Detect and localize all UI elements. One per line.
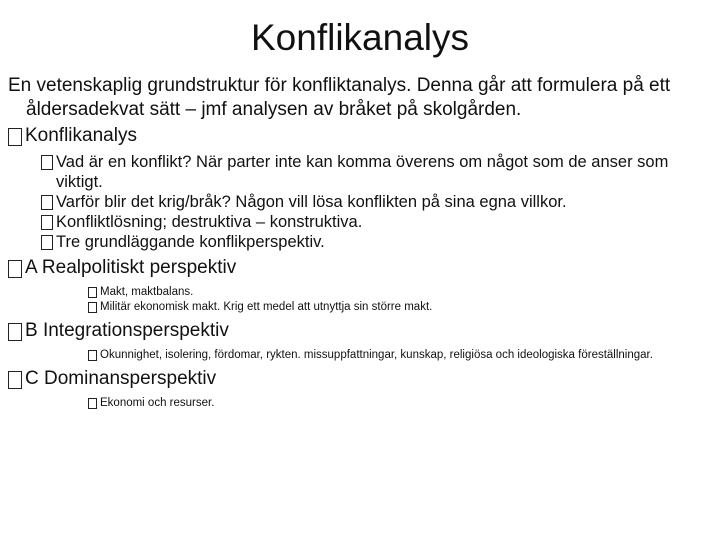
section-heading-integration	[8, 319, 714, 343]
missing-glyph-bullet-icon	[88, 350, 97, 361]
section-heading-text: Konflikanalys	[25, 125, 137, 146]
intro-paragraph: En vetenskaplig grundstruktur för konfliktanalys. Denna går att formulera på ett åldersadekvat sätt – jmf analysen av bråket på skolgården.	[8, 75, 671, 120]
list-item	[41, 232, 713, 252]
missing-glyph-bullet-icon	[8, 323, 22, 341]
section-heading-konflikanalys	[8, 124, 714, 148]
list-item-text: Okunnighet, isolering, fördomar, rykten. missuppfattningar, kunskap, religiösa och ideologiska föreställningar.	[100, 349, 653, 361]
missing-glyph-bullet-icon	[41, 235, 53, 250]
missing-glyph-bullet-icon	[88, 398, 97, 409]
missing-glyph-bullet-icon	[41, 195, 53, 210]
missing-glyph-bullet-icon	[8, 260, 22, 278]
list-item	[41, 152, 713, 192]
list-item-text: Varför blir det krig/bråk? Någon vill lösa konflikten på sina egna villkor.	[56, 193, 567, 211]
list-item	[88, 300, 698, 315]
list-item-text: Makt, maktbalans.	[100, 286, 194, 298]
list-item-text: Konfliktlösning; destruktiva – konstruktiva.	[56, 213, 363, 231]
list-item-text: Militär ekonomisk makt. Krig ett medel att utnyttja sin större makt.	[100, 301, 433, 313]
section-heading-realpolitiskt	[8, 256, 714, 280]
list-item	[88, 396, 698, 411]
section-heading-dominans	[8, 367, 714, 391]
list-item	[41, 192, 713, 212]
list-item-text: Tre grundläggande konflikperspektiv.	[56, 233, 325, 251]
slide-title: Konflikanalys	[250, 17, 469, 58]
list-item	[41, 212, 713, 232]
section-heading-text: B Integrationsperspektiv	[25, 320, 229, 341]
section-heading-text: C Dominansperspektiv	[25, 368, 217, 389]
list-item-text: Ekonomi och resurser.	[100, 397, 215, 409]
slide-body	[8, 74, 714, 411]
missing-glyph-bullet-icon	[8, 128, 22, 146]
list-item-text: Vad är en konflikt? När parter inte kan komma överens om något som de anser som viktigt.	[56, 153, 669, 191]
section-heading-text: A Realpolitiskt perspektiv	[25, 257, 237, 278]
missing-glyph-bullet-icon	[8, 371, 22, 389]
missing-glyph-bullet-icon	[88, 302, 97, 313]
missing-glyph-bullet-icon	[88, 287, 97, 298]
missing-glyph-bullet-icon	[41, 155, 53, 170]
missing-glyph-bullet-icon	[41, 215, 53, 230]
list-item	[88, 285, 698, 300]
list-item	[88, 348, 698, 363]
